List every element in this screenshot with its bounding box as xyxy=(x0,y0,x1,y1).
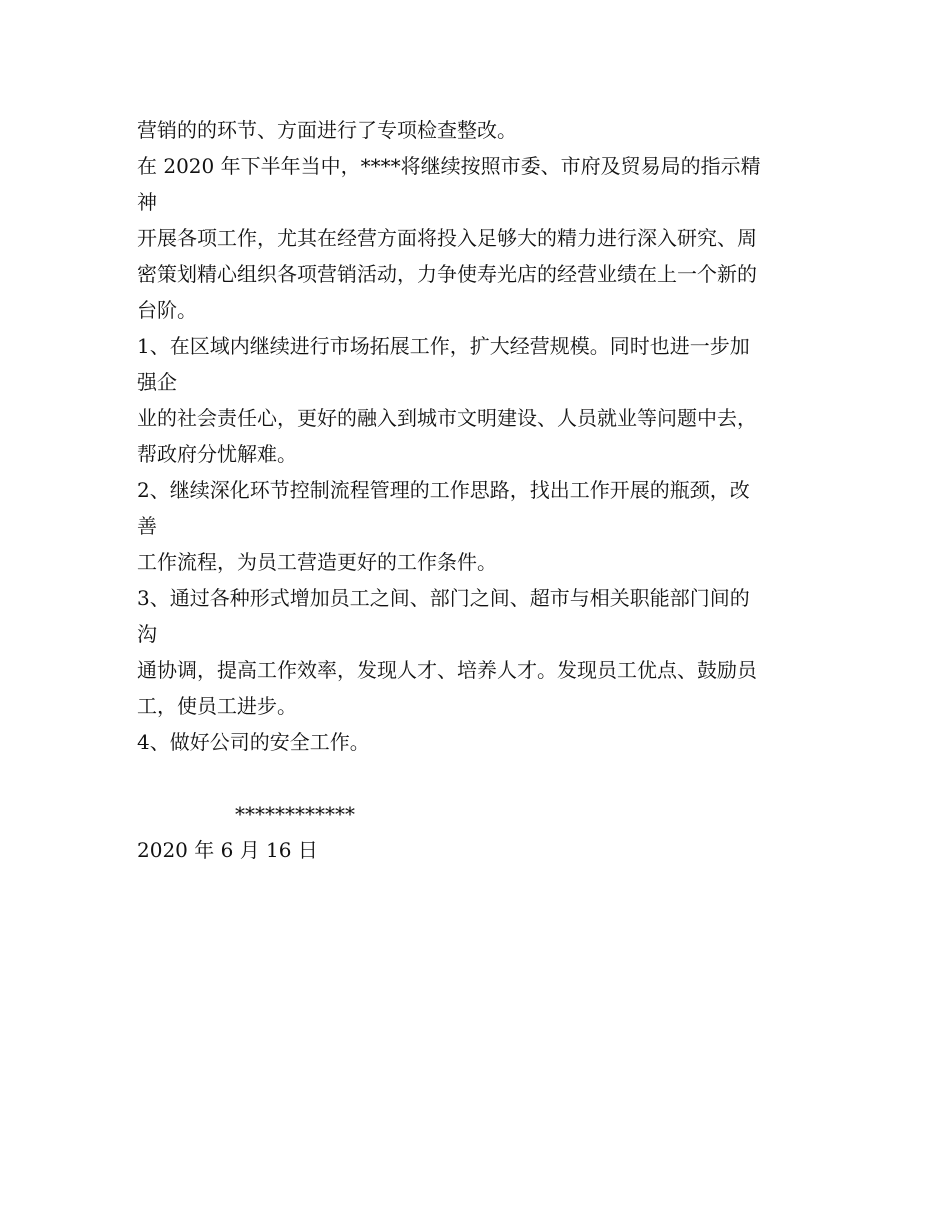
document-body xyxy=(137,112,827,868)
body-line: 强企 xyxy=(137,370,177,394)
list-item-3: 3、通过各种形式增加员工之间、部门之间、超市与相关职能部门间的 xyxy=(137,586,750,610)
body-line: 神 xyxy=(137,190,157,214)
body-line: 在 2020 年下半年当中，****将继续按照市委、市府及贸易局的指示精 xyxy=(137,154,761,178)
signature: ************ xyxy=(235,802,355,826)
list-item-1: 1、在区域内继续进行市场拓展工作，扩大经营规模。同时也进一步加 xyxy=(137,334,750,358)
list-item-4: 4、做好公司的安全工作。 xyxy=(137,730,370,754)
body-line: 善 xyxy=(137,514,157,538)
blank-line xyxy=(137,760,827,796)
body-line: 工，使员工进步。 xyxy=(137,694,297,718)
body-line: 密策划精心组织各项营销活动，力争使寿光店的经营业绩在上一个新的 xyxy=(137,262,757,286)
body-line: 帮政府分忧解难。 xyxy=(137,442,297,466)
body-line: 台阶。 xyxy=(137,298,197,322)
body-line: 业的社会责任心，更好的融入到城市文明建设、人员就业等问题中去， xyxy=(137,406,757,430)
body-line: 开展各项工作，尤其在经营方面将投入足够大的精力进行深入研究、周 xyxy=(137,226,757,250)
body-line: 营销的的环节、方面进行了专项检查整改。 xyxy=(137,118,517,142)
body-line: 通协调，提高工作效率，发现人才、培养人才。发现员工优点、鼓励员 xyxy=(137,658,757,682)
body-line: 沟 xyxy=(137,622,157,646)
body-line: 工作流程，为员工营造更好的工作条件。 xyxy=(137,550,497,574)
document-date: 2020 年 6 月 16 日 xyxy=(137,838,318,862)
list-item-2: 2、继续深化环节控制流程管理的工作思路，找出工作开展的瓶颈，改 xyxy=(137,478,750,502)
